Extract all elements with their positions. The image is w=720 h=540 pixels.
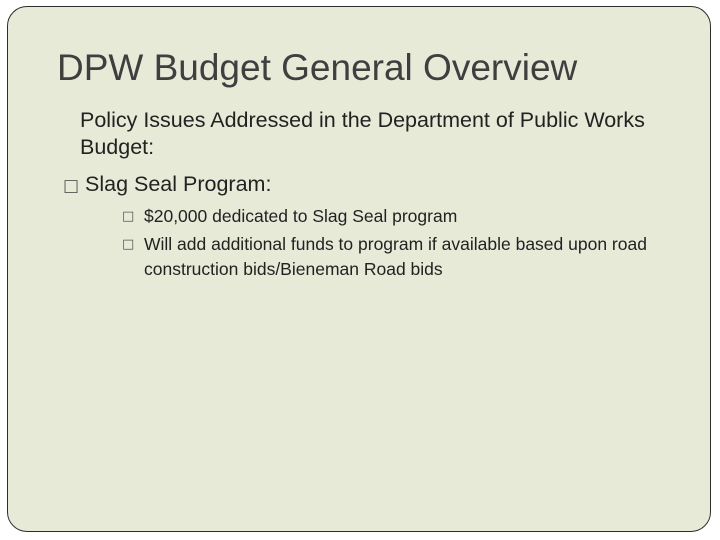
list-item — [122, 232, 662, 282]
intro-text: Policy Issues Addressed in the Department of Public Works Budget: — [80, 108, 645, 159]
list-item-text: $20,000 dedicated to Slag Seal program — [144, 206, 458, 226]
slag-seal-details-list — [122, 204, 662, 285]
square-bullet-icon: □ — [63, 176, 80, 196]
slide-frame — [7, 6, 711, 532]
square-bullet-icon: □ — [122, 237, 135, 252]
list-item — [122, 204, 662, 229]
slag-seal-heading — [63, 171, 271, 200]
square-bullet-icon: □ — [122, 209, 135, 224]
list-item-text: Will add additional funds to program if available based upon road construction bids/Bieneman Road bids — [144, 234, 647, 279]
slag-seal-heading-label: Slag Seal Program: — [85, 172, 272, 196]
slide-title: DPW Budget General Overview — [57, 47, 578, 88]
